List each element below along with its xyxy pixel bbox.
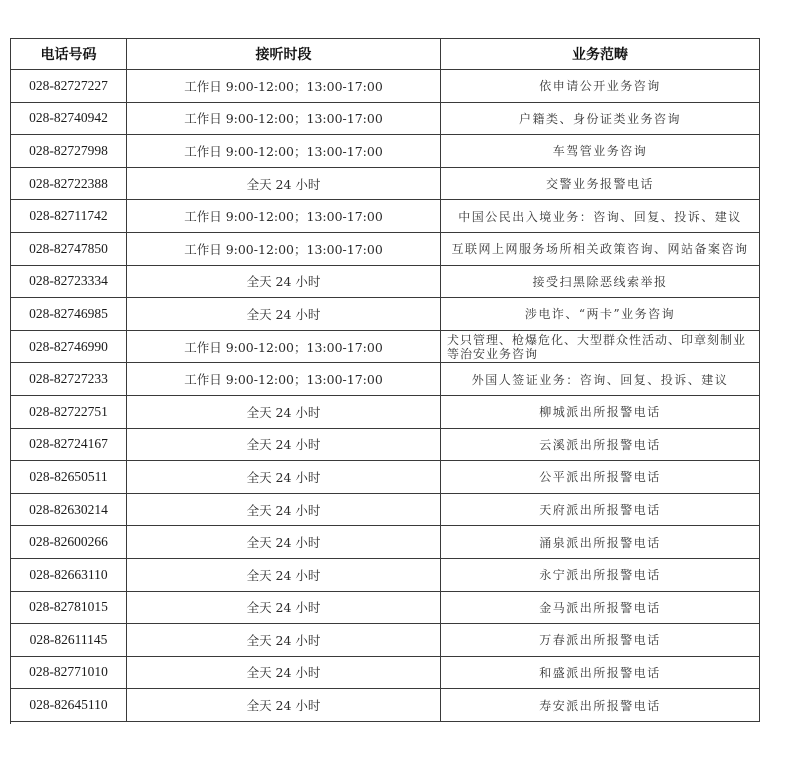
- business-scope-cell: 永宁派出所报警电话: [441, 558, 760, 591]
- table-row: [11, 363, 760, 396]
- hours-cell: 全天 24 小时: [127, 656, 441, 689]
- hours-cell: 工作日 9:00-12:00；13:00-17:00: [127, 232, 441, 265]
- business-scope-cell: 接受扫黑除恶线索举报: [441, 265, 760, 298]
- phone-number-cell: 028-82645110: [11, 689, 127, 722]
- hours-cell: 工作日 9:00-12:00；13:00-17:00: [127, 102, 441, 135]
- table-row: [11, 298, 760, 331]
- table-header-row: [11, 39, 760, 70]
- phone-number-cell: 028-82727233: [11, 363, 127, 396]
- header-scope: 业务范畴: [441, 39, 760, 70]
- phone-number-cell: 028-82746985: [11, 298, 127, 331]
- table-row: [11, 167, 760, 200]
- hours-cell: 全天 24 小时: [127, 591, 441, 624]
- business-scope-cell: 依申请公开业务咨询: [441, 70, 760, 103]
- table-row: [11, 624, 760, 657]
- business-scope-cell: 柳城派出所报警电话: [441, 395, 760, 428]
- phone-number-cell: 028-82663110: [11, 558, 127, 591]
- hours-cell: 全天 24 小时: [127, 167, 441, 200]
- business-scope-cell: 涌泉派出所报警电话: [441, 526, 760, 559]
- phone-number-cell: 028-82630214: [11, 493, 127, 526]
- hours-cell: 工作日 9:00-12:00；13:00-17:00: [127, 70, 441, 103]
- table-row: [11, 461, 760, 494]
- table-row: [11, 558, 760, 591]
- phone-number-cell: 028-82724167: [11, 428, 127, 461]
- table-row: [11, 200, 760, 233]
- table-row: [11, 135, 760, 168]
- hours-cell: 全天 24 小时: [127, 395, 441, 428]
- business-scope-cell: 车驾管业务咨询: [441, 135, 760, 168]
- table-row: [11, 232, 760, 265]
- phone-number-cell: 028-82727227: [11, 70, 127, 103]
- business-scope-cell: 万春派出所报警电话: [441, 624, 760, 657]
- table-row: [11, 330, 760, 363]
- phone-number-cell: 028-82747850: [11, 232, 127, 265]
- header-hours: 接听时段: [127, 39, 441, 70]
- business-scope-cell: 涉电诈、“两卡”业务咨询: [441, 298, 760, 331]
- phone-number-cell: 028-82781015: [11, 591, 127, 624]
- hours-cell: 全天 24 小时: [127, 493, 441, 526]
- business-scope-cell: 金马派出所报警电话: [441, 591, 760, 624]
- hours-cell: 全天 24 小时: [127, 265, 441, 298]
- table-body: [11, 70, 760, 722]
- table-row: [11, 428, 760, 461]
- table-row: [11, 493, 760, 526]
- phone-number-cell: 028-82711742: [11, 200, 127, 233]
- phone-number-cell: 028-82722388: [11, 167, 127, 200]
- phone-number-cell: 028-82771010: [11, 656, 127, 689]
- business-scope-cell: 互联网上网服务场所相关政策咨询、网站备案咨询: [441, 232, 760, 265]
- phone-number-cell: 028-82611145: [11, 624, 127, 657]
- table-row: [11, 656, 760, 689]
- business-scope-cell: 寿安派出所报警电话: [441, 689, 760, 722]
- business-scope-cell: 犬只管理、枪爆危化、大型群众性活动、印章刻制业等治安业务咨询: [441, 330, 760, 363]
- hotline-table: [10, 38, 760, 722]
- phone-number-cell: 028-82746990: [11, 330, 127, 363]
- hours-cell: 工作日 9:00-12:00；13:00-17:00: [127, 200, 441, 233]
- hours-cell: 全天 24 小时: [127, 624, 441, 657]
- business-scope-cell: 公平派出所报警电话: [441, 461, 760, 494]
- hours-cell: 工作日 9:00-12:00；13:00-17:00: [127, 135, 441, 168]
- hours-cell: 全天 24 小时: [127, 689, 441, 722]
- table-row: [11, 689, 760, 722]
- business-scope-cell: 和盛派出所报警电话: [441, 656, 760, 689]
- phone-number-cell: 028-82723334: [11, 265, 127, 298]
- table-row: [11, 70, 760, 103]
- table-row: [11, 395, 760, 428]
- business-scope-cell: 云溪派出所报警电话: [441, 428, 760, 461]
- hours-cell: 全天 24 小时: [127, 428, 441, 461]
- hours-cell: 全天 24 小时: [127, 526, 441, 559]
- business-scope-cell: 交警业务报警电话: [441, 167, 760, 200]
- table-row: [11, 591, 760, 624]
- table-row: [11, 526, 760, 559]
- phone-number-cell: 028-82600266: [11, 526, 127, 559]
- hours-cell: 全天 24 小时: [127, 298, 441, 331]
- phone-number-cell: 028-82740942: [11, 102, 127, 135]
- phone-number-cell: 028-82722751: [11, 395, 127, 428]
- phone-number-cell: 028-82650511: [11, 461, 127, 494]
- business-scope-cell: 中国公民出入境业务：咨询、回复、投诉、建议: [441, 200, 760, 233]
- business-scope-cell: 天府派出所报警电话: [441, 493, 760, 526]
- business-scope-cell: 外国人签证业务：咨询、回复、投诉、建议: [441, 363, 760, 396]
- table-row: [11, 102, 760, 135]
- header-phone: 电话号码: [11, 39, 127, 70]
- hours-cell: 全天 24 小时: [127, 558, 441, 591]
- phone-number-cell: 028-82727998: [11, 135, 127, 168]
- table-row: [11, 265, 760, 298]
- hours-cell: 工作日 9:00-12:00；13:00-17:00: [127, 330, 441, 363]
- hours-cell: 工作日 9:00-12:00；13:00-17:00: [127, 363, 441, 396]
- business-scope-cell: 户籍类、身份证类业务咨询: [441, 102, 760, 135]
- hours-cell: 全天 24 小时: [127, 461, 441, 494]
